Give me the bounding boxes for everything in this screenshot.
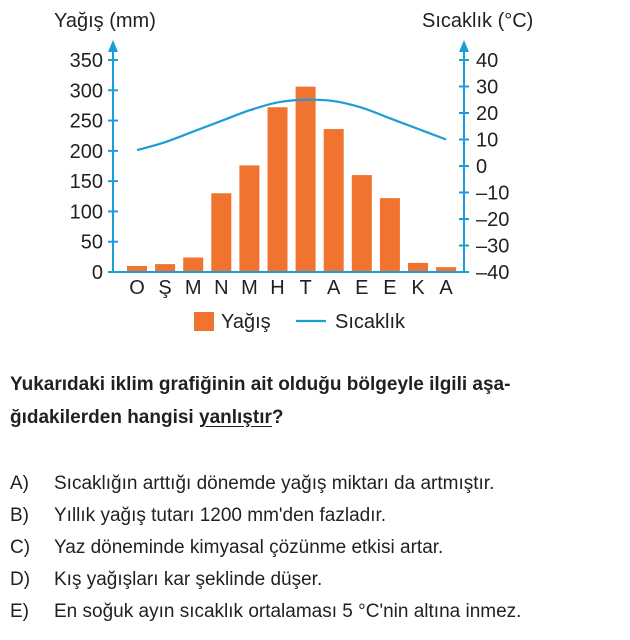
question-stem: Yukarıdaki iklim grafiğinin ait olduğu bölgeyle ilgili aşa-ğıdakilerden hangisi xyxy=(10,374,511,428)
precipitation-bar xyxy=(380,198,400,272)
right-axis-tick-label: –40 xyxy=(476,262,510,284)
right-axis-tick-label: 30 xyxy=(476,76,499,99)
question-mark: ? xyxy=(271,407,284,428)
precipitation-bar xyxy=(408,263,428,272)
month-label: M xyxy=(184,277,202,299)
left-axis-tick-label: 50 xyxy=(80,231,103,254)
right-axis-tick-label: 20 xyxy=(476,103,499,125)
bars xyxy=(127,87,456,272)
left-axis-tick-label: 100 xyxy=(69,201,103,224)
right-axis-tick-label: 10 xyxy=(476,129,499,152)
right-axis-tick-label: –20 xyxy=(476,209,510,231)
month-label: M xyxy=(241,277,258,299)
precipitation-bar xyxy=(268,107,288,272)
option-key: C) xyxy=(10,537,31,558)
option-key: D) xyxy=(10,569,31,590)
precipitation-bar xyxy=(352,175,372,272)
month-label: E xyxy=(383,277,397,299)
option-text: En soğuk ayın sıcaklık ortalaması 5 °C'nin altına inmez. xyxy=(54,601,522,622)
precipitation-bar xyxy=(324,129,344,272)
left-axis-tick-label: 200 xyxy=(69,140,103,163)
option-c[interactable] xyxy=(10,532,622,564)
question-emphasis: yanlıştır xyxy=(199,407,272,428)
option-b[interactable] xyxy=(10,500,622,532)
option-text: Yaz döneminde kimyasal çözünme etkisi artar. xyxy=(54,537,444,558)
month-label: Ş xyxy=(158,277,172,299)
month-label: E xyxy=(355,277,369,299)
left-axis-tick-label: 350 xyxy=(69,50,103,72)
option-a[interactable] xyxy=(10,468,622,500)
right-axis-tick-label: –30 xyxy=(476,235,510,258)
left-axis-ticks xyxy=(70,50,118,284)
precipitation-bar xyxy=(155,264,175,272)
option-text: Sıcaklığın arttığı dönemde yağış miktarı da artmıştır. xyxy=(54,473,495,494)
right-axis-arrow xyxy=(459,40,469,52)
month-label: O xyxy=(129,277,145,299)
month-label: T xyxy=(299,277,312,299)
precipitation-bar xyxy=(296,87,316,272)
right-axis-tick-label: 0 xyxy=(476,156,488,178)
precipitation-bar xyxy=(211,193,231,272)
question-text xyxy=(10,368,622,434)
x-axis-labels xyxy=(129,277,453,299)
legend-bar-label: Yağış xyxy=(221,311,271,333)
option-text: Yıllık yağış tutarı 1200 mm'den fazladır. xyxy=(54,505,387,526)
month-label: A xyxy=(439,277,453,299)
right-axis-tick-label: 40 xyxy=(476,50,499,72)
left-axis-tick-label: 150 xyxy=(69,171,103,194)
right-axis-tick-label: –10 xyxy=(476,182,510,205)
option-key: B) xyxy=(10,505,29,526)
option-key: E) xyxy=(10,601,29,622)
month-label: K xyxy=(411,277,425,299)
answer-options xyxy=(10,468,622,628)
option-e[interactable] xyxy=(10,596,622,628)
option-key: A) xyxy=(10,473,29,494)
option-d[interactable] xyxy=(10,564,622,596)
left-axis-tick-label: 250 xyxy=(69,110,103,133)
legend-line-label: Sıcaklık xyxy=(335,311,406,333)
precipitation-bar xyxy=(239,165,259,272)
right-axis-ticks xyxy=(459,50,509,284)
right-axis-title: Sıcaklık (°C) xyxy=(422,10,534,32)
temperature-line xyxy=(137,100,446,150)
precipitation-bar xyxy=(183,257,203,272)
left-axis-tick-label: 0 xyxy=(91,262,103,284)
left-axis-title: Yağış (mm) xyxy=(54,10,156,32)
month-label: H xyxy=(270,277,285,299)
left-axis-arrow xyxy=(108,40,118,52)
month-label: A xyxy=(327,277,341,299)
left-axis-tick-label: 300 xyxy=(69,80,103,103)
option-text: Kış yağışları kar şeklinde düşer. xyxy=(54,569,323,590)
month-label: N xyxy=(214,277,229,299)
legend-bar-swatch xyxy=(194,312,214,331)
